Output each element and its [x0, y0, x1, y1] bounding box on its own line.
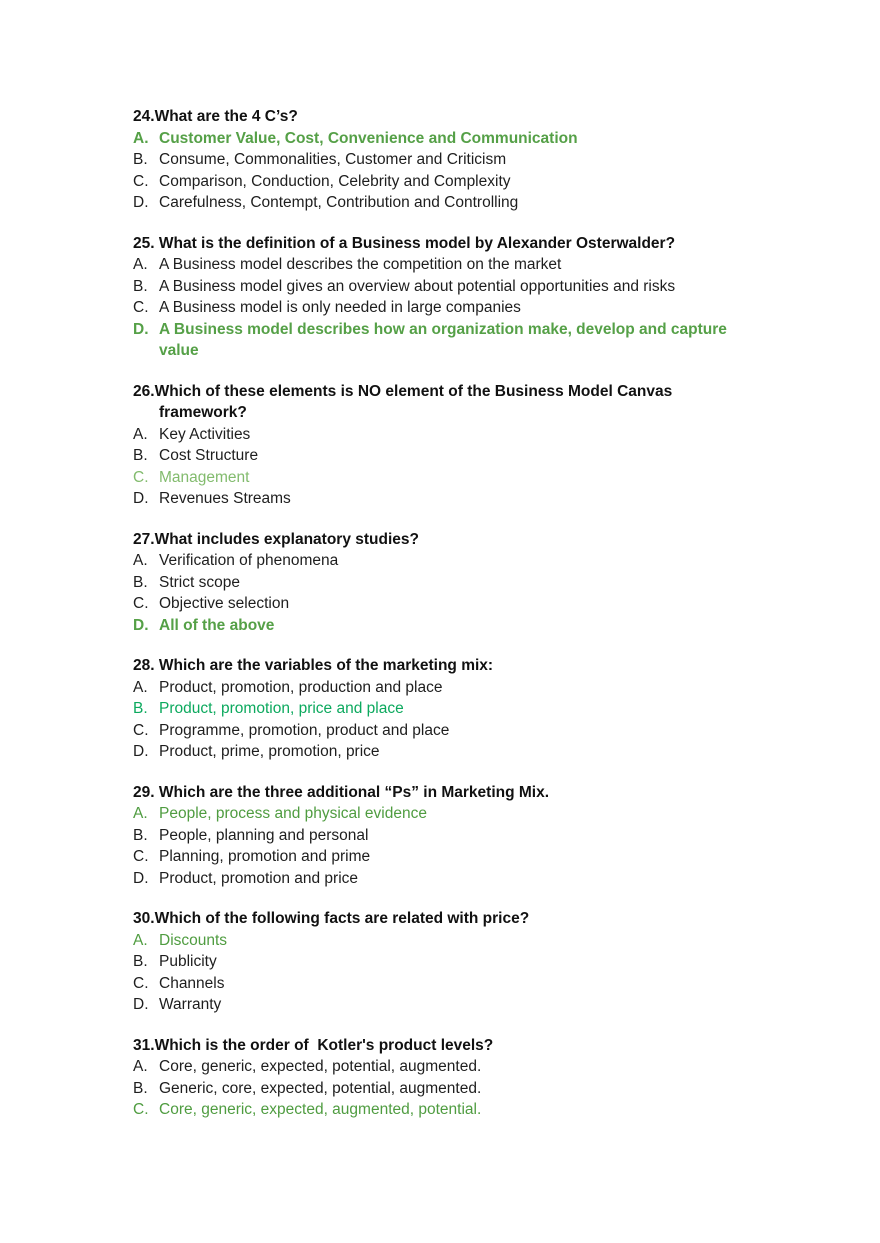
option-row [133, 572, 760, 594]
question-number: 29. [133, 783, 159, 801]
option-row [133, 1056, 760, 1078]
option-text: Cost Structure [159, 447, 259, 464]
question-number: 30. [133, 910, 155, 927]
option-text: Management [159, 468, 250, 486]
option-row [133, 698, 760, 720]
option-row [133, 973, 760, 995]
option-letter: A. [133, 129, 149, 147]
option-row [133, 846, 760, 868]
option-letter: D. [133, 194, 149, 211]
option-letter: D. [133, 616, 149, 634]
option-row [133, 488, 760, 510]
option-text: People, planning and personal [159, 826, 369, 844]
option-row [133, 930, 760, 952]
option-text: Channels [159, 974, 225, 992]
question-title-text: Which are the three additional “Ps” in Marketing Mix. [158, 783, 550, 801]
question-block [133, 381, 760, 510]
option-letter: C. [133, 595, 149, 612]
option-letter: B. [133, 277, 148, 295]
question-title [133, 529, 760, 551]
option-text: All of the above [159, 616, 275, 634]
option-row [133, 467, 760, 489]
question-block [133, 1035, 760, 1121]
option-letter: A. [133, 931, 148, 949]
option-text: A Business model is only needed in large companies [159, 299, 521, 316]
option-row [133, 868, 760, 890]
option-row [133, 550, 760, 572]
option-row [133, 741, 760, 763]
option-letter: C. [133, 1101, 149, 1118]
question-title-text: Which are the variables of the marketing mix: [158, 657, 494, 674]
option-letter: D. [133, 490, 149, 507]
option-letter: C. [133, 848, 149, 865]
question-block [133, 106, 760, 214]
option-text: Consume, Commonalities, Customer and Criticism [159, 151, 507, 168]
option-row [133, 1078, 760, 1100]
option-row [133, 192, 760, 214]
option-letter: B. [133, 447, 148, 464]
option-letter: A. [133, 805, 148, 822]
option-text: Product, promotion, production and place [159, 678, 443, 696]
option-row [133, 424, 760, 446]
question-title [133, 381, 760, 424]
question-title [133, 655, 760, 677]
option-letter: B. [133, 1079, 148, 1097]
option-text: Programme, promotion, product and place [159, 721, 450, 739]
option-text: Verification of phenomena [159, 552, 339, 569]
option-text: Comparison, Conduction, Celebrity and Complexity [159, 172, 511, 190]
question-block [133, 908, 760, 1016]
option-row [133, 319, 760, 362]
option-text: Key Activities [159, 425, 251, 443]
question-title-text: What are the 4 C’s? [154, 108, 298, 125]
question-title-text: What includes explanatory studies? [154, 530, 419, 548]
option-letter: B. [133, 573, 148, 591]
question-number: 26. [133, 382, 155, 400]
option-row [133, 593, 760, 615]
option-letter: C. [133, 974, 149, 992]
option-letter: B. [133, 953, 148, 970]
option-row [133, 297, 760, 319]
option-letter: B. [133, 151, 148, 168]
option-letter: D. [133, 869, 149, 887]
question-block [133, 655, 760, 763]
option-row [133, 803, 760, 825]
question-block [133, 529, 760, 637]
option-row [133, 720, 760, 742]
option-row [133, 615, 760, 637]
question-title [133, 233, 760, 255]
question-title [133, 1035, 760, 1057]
question-number: 25. [133, 234, 159, 252]
option-letter: C. [133, 299, 149, 316]
option-text: Publicity [159, 953, 217, 970]
option-row [133, 951, 760, 973]
option-row [133, 677, 760, 699]
option-row [133, 149, 760, 171]
option-text: Warranty [159, 996, 222, 1013]
option-row [133, 994, 760, 1016]
option-letter: C. [133, 468, 149, 486]
option-letter: B. [133, 826, 148, 844]
option-text: Core, generic, expected, augmented, potential. [159, 1101, 482, 1118]
option-text: Core, generic, expected, potential, augmented. [159, 1058, 482, 1075]
question-number: 24. [133, 108, 155, 125]
option-letter: C. [133, 172, 149, 190]
question-title [133, 908, 760, 930]
question-title-text: Which is the order of Kotler's product levels? [154, 1036, 494, 1054]
option-row [133, 171, 760, 193]
option-letter: A. [133, 1058, 148, 1075]
option-row [133, 445, 760, 467]
option-text: People, process and physical evidence [159, 805, 427, 822]
option-text: A Business model describes the competition on the market [159, 256, 562, 273]
option-text: Objective selection [159, 595, 290, 612]
option-letter: D. [133, 320, 149, 338]
question-block [133, 782, 760, 890]
option-row [133, 1099, 760, 1121]
option-letter: D. [133, 996, 149, 1013]
option-letter: A. [133, 425, 148, 443]
option-text: Product, promotion, price and place [159, 700, 404, 717]
option-text: A Business model describes how an organization make, develop and capture value [159, 320, 727, 359]
question-number: 27. [133, 530, 155, 548]
question-title-text: Which of the following facts are related with price? [154, 910, 530, 927]
option-row [133, 254, 760, 276]
question-title [133, 782, 760, 804]
question-number: 31. [133, 1036, 155, 1054]
option-text: Strict scope [159, 573, 240, 591]
option-text: Customer Value, Cost, Convenience and Communication [159, 129, 578, 147]
option-text: Generic, core, expected, potential, augmented. [159, 1079, 482, 1097]
option-row [133, 128, 760, 150]
option-letter: A. [133, 256, 148, 273]
question-title-text: Which of these elements is NO element of the Business Model Canvas framework? [154, 382, 677, 421]
option-letter: A. [133, 552, 148, 569]
question-number: 28. [133, 657, 159, 674]
option-text: Carefulness, Contempt, Contribution and Controlling [159, 194, 519, 211]
option-letter: B. [133, 700, 148, 717]
option-letter: D. [133, 743, 149, 760]
option-text: Product, prime, promotion, price [159, 743, 380, 760]
option-text: A Business model gives an overview about potential opportunities and risks [159, 277, 676, 295]
option-letter: C. [133, 721, 149, 739]
option-row [133, 825, 760, 847]
option-letter: A. [133, 678, 148, 696]
question-block [133, 233, 760, 362]
option-text: Product, promotion and price [159, 869, 359, 887]
question-title-text: What is the definition of a Business model by Alexander Osterwalder? [158, 234, 676, 252]
question-title [133, 106, 760, 128]
option-text: Revenues Streams [159, 490, 291, 507]
option-row [133, 276, 760, 298]
option-text: Planning, promotion and prime [159, 848, 371, 865]
option-text: Discounts [159, 931, 228, 949]
